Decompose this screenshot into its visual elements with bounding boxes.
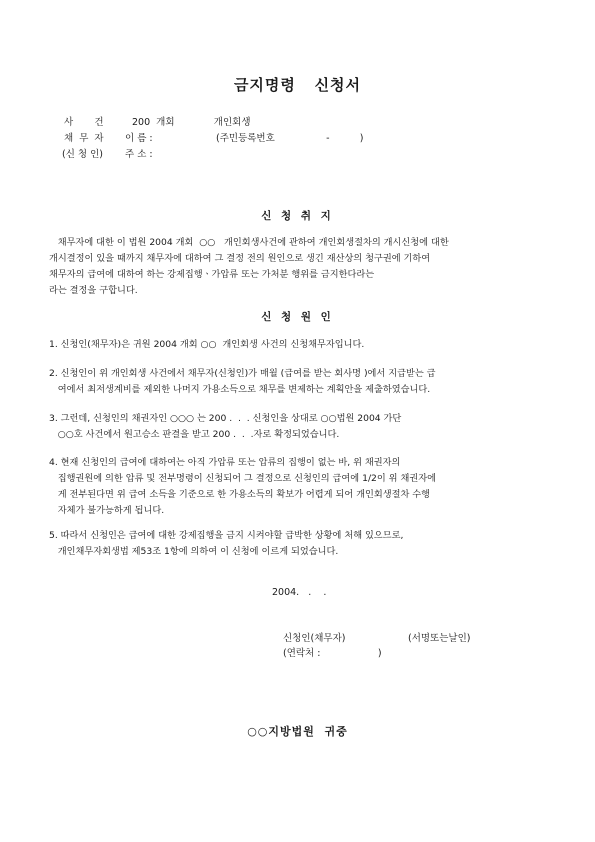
seal-note: (서명또는날인) xyxy=(408,633,471,644)
purpose-line: 채무자에 대한 이 법원 2004 개회 ○○ 개인회생사건에 관하여 개인회생절차의 개시신청에 대한 xyxy=(49,237,449,248)
reason-line: 자체가 불가능하게 됩니다. xyxy=(49,505,165,516)
contact-note: (연락처 : ) xyxy=(283,648,382,659)
purpose-line: 개시결정이 있을 때까지 채무자에 대하여 그 결정 전의 원인으로 생긴 재산상의 청구권에 기하여 xyxy=(49,253,431,264)
reason-line: ○○호 사건에서 원고승소 판결을 받고 200 . . .자로 확정되었습니다. xyxy=(49,429,340,440)
reason-line: 5. 따라서 신청인은 급여에 대한 강제집행을 금지 시켜야할 급박한 상황에 처해 있으므로, xyxy=(49,530,404,541)
reason-item-2 xyxy=(49,366,559,398)
reason-item-1 xyxy=(49,337,559,353)
applicant-label: (신 청 인) xyxy=(62,149,103,160)
reason-line: 4. 현재 신청인의 급여에 대하여는 아직 가압류 또는 압류의 집행이 없는 바, 위 채권자의 xyxy=(49,457,401,468)
id-number-note: (주민등록번호 - ) xyxy=(216,133,364,144)
reason-line: 집행권원에 의한 압류 및 전부명령이 신청되어 그 결정으로 신청인의 급여에 1/2이 위 채권자에 xyxy=(49,473,436,484)
reason-line: 1. 신청인(채무자)은 귀원 2004 개회 ○○ 개인회생 사건의 신청채무자입니다. xyxy=(49,339,365,350)
reason-line: 여에서 최저생계비를 제외한 나머지 가용소득으로 채무를 변제하는 계획안을 제출하였습니다. xyxy=(49,384,431,395)
filing-date: 2004. . . xyxy=(272,587,327,598)
reasons-heading: 신 청 원 인 xyxy=(261,311,334,323)
court-addressee: ○○지방법원 귀중 xyxy=(247,725,348,738)
purpose-heading: 신 청 취 지 xyxy=(261,210,334,222)
document-title: 금지명령 신청서 xyxy=(233,76,362,94)
purpose-body xyxy=(49,235,559,299)
reason-item-4 xyxy=(49,455,559,519)
reason-line: 3. 그런데, 신청인의 채권자인 ○○○ 는 200 . . . 신청인을 상대로 ○○법원 2004 가단 xyxy=(49,413,402,424)
purpose-line: 라는 결정을 구합니다. xyxy=(49,285,138,296)
signer-label: 신청인(채무자) xyxy=(283,633,346,644)
reason-line: 개인채무자회생법 제53조 1항에 의하여 이 신청에 이르게 되었습니다. xyxy=(49,546,339,557)
reason-item-3 xyxy=(49,411,559,443)
reason-line: 2. 신청인이 위 개인회생 사건에서 채무자(신청인)가 매월 (급여를 받는 회사명 )에서 지급받는 급 xyxy=(49,368,436,379)
reason-item-5 xyxy=(49,528,559,560)
purpose-line: 채무자의 급여에 대하여 하는 강제집행ㆍ가압류 또는 가처분 행위를 금지한다라는 xyxy=(49,269,375,280)
debtor-label: 채 무 자 xyxy=(64,133,104,144)
address-label: 주 소 : xyxy=(125,149,153,160)
case-label: 사 건 xyxy=(64,117,104,128)
reason-line: 게 전부된다면 위 급여 소득을 기준으로 한 가용소득의 확보가 어렵게 되어 개인회생절차 수행 xyxy=(49,489,431,500)
name-label: 이 름 : xyxy=(125,133,153,144)
case-value: 200 개회 개인회생 xyxy=(132,117,251,128)
